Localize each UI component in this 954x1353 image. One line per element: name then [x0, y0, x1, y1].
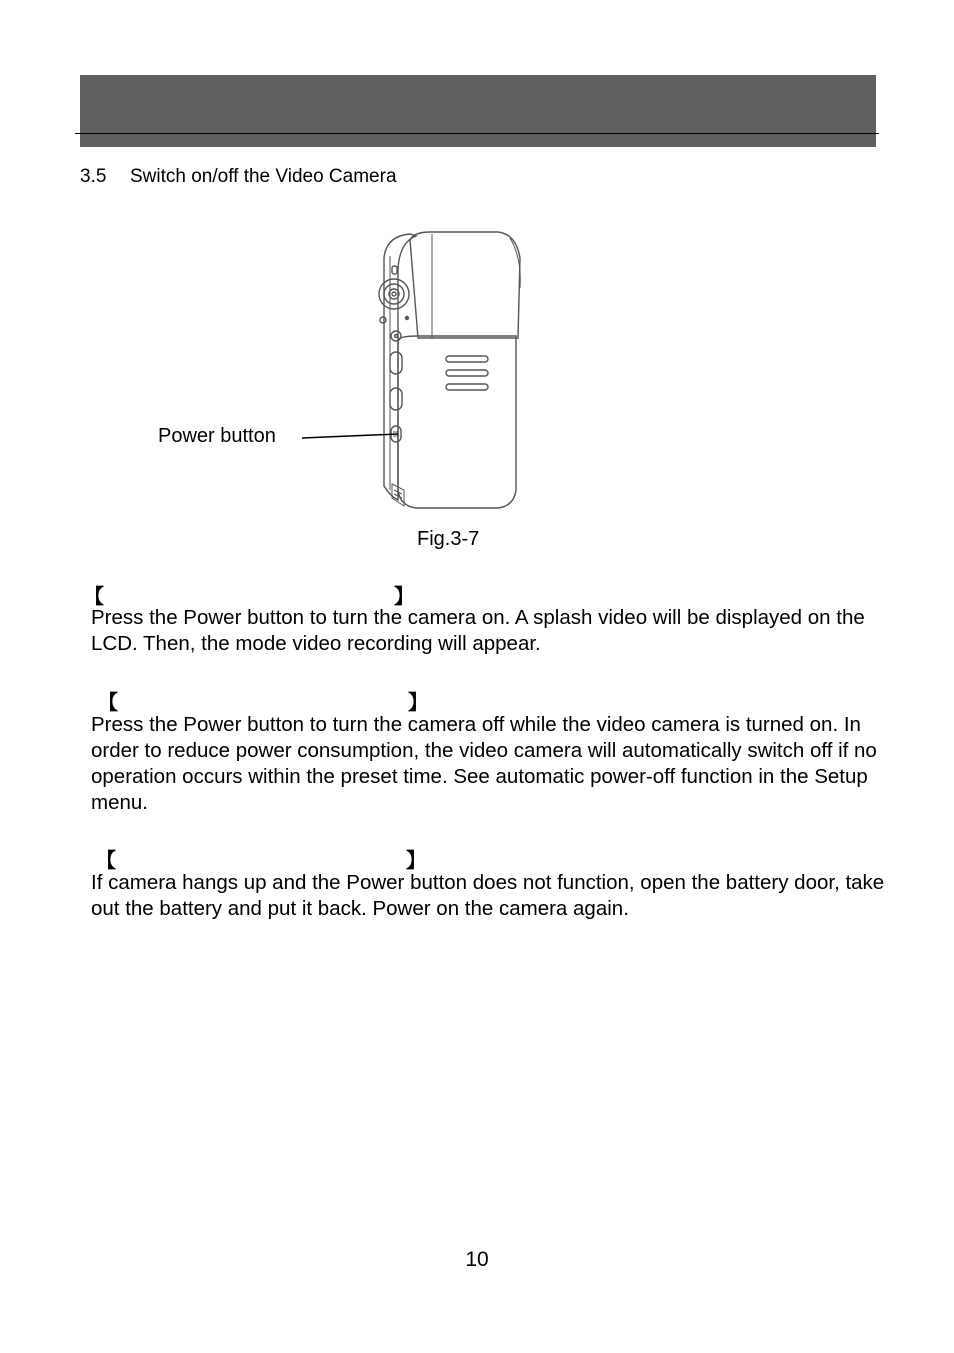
section-title-text: Switch on/off the Video Camera	[130, 166, 397, 187]
bracket-open: 【	[96, 850, 116, 872]
paragraph-power-off: Press the Power button to turn the camera off while the video camera is turned on. In order to reduce power consumption, the video camera will automatically switch off if no operation occurs within the preset time. See automatic power-off function in the Setup menu.	[91, 713, 877, 814]
power-button-callout-label: Power button	[158, 425, 276, 447]
page-number: 10	[465, 1248, 489, 1271]
video-camera-illustration	[370, 228, 530, 513]
section-number: 3.5	[80, 166, 107, 187]
subhead-power-off	[98, 686, 428, 714]
bracket-close: 】	[406, 850, 426, 872]
subhead-power-on	[84, 580, 414, 608]
paragraph-power-on: Press the Power button to turn the camera on. A splash video will be displayed on the LCD. Then, the mode video recording will appear.	[91, 606, 865, 655]
bracket-close: 】	[394, 586, 414, 608]
figure-caption: Fig.3-7	[417, 528, 480, 550]
bracket-close: 】	[408, 692, 428, 714]
section-title	[80, 166, 397, 188]
header-rule	[75, 133, 879, 134]
callout-leader-line	[302, 432, 398, 440]
header-bar	[80, 75, 876, 147]
subhead-reset	[96, 844, 426, 872]
bracket-open: 【	[84, 586, 104, 608]
paragraph-reset: If camera hangs up and the Power button does not function, open the battery door, take out the battery and put it back. Power on the camera again.	[91, 871, 885, 920]
bracket-open: 【	[98, 692, 118, 714]
